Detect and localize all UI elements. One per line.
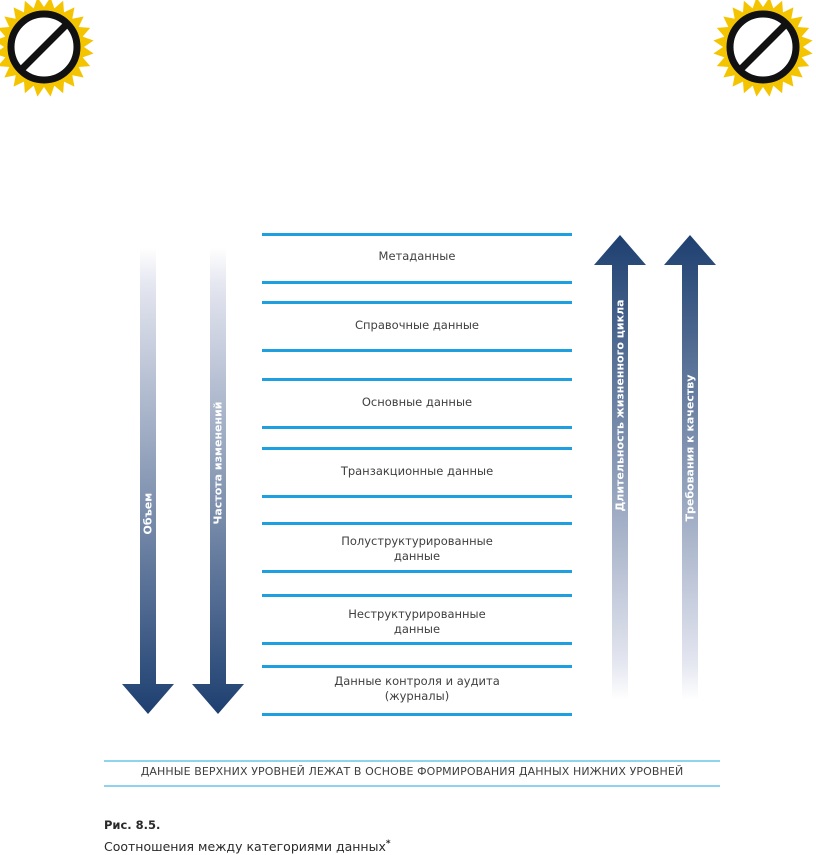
band-label-transactional-data: Транзакционные данные <box>340 464 494 478</box>
band-label-unstructured-data: Неструктурированные данные <box>348 607 486 636</box>
band-divider <box>262 378 572 381</box>
figure-caption-text: Соотношения между категориями данных <box>104 839 386 855</box>
footer-top-rule <box>104 760 720 762</box>
band-divider <box>262 447 572 450</box>
change-rate-arrow-label: Частота изменений <box>211 401 225 525</box>
band-divider <box>262 665 572 668</box>
figure-number: Рис. 8.5. <box>104 818 161 832</box>
figure-caption <box>104 839 391 854</box>
band-divider <box>262 522 572 525</box>
band-divider <box>262 233 572 236</box>
volume-arrow-label: Объем <box>141 492 155 535</box>
footer-bottom-rule <box>104 785 720 787</box>
band-label-reference-data: Справочные данные <box>354 318 480 332</box>
band-divider <box>262 281 572 284</box>
band-label-semistructured-data: Полуструктурированные данные <box>341 534 493 563</box>
figure-caption-mark: * <box>385 839 391 849</box>
footer-statement: ДАННЫЕ ВЕРХНИХ УРОВНЕЙ ЛЕЖАТ В ОСНОВЕ ФОРМИРОВАНИЯ ДАННЫХ НИЖНИХ УРОВНЕЙ <box>140 765 684 778</box>
band-divider <box>262 713 572 716</box>
band-divider <box>262 495 572 498</box>
band-divider <box>262 570 572 573</box>
lifecycle-arrow-label: Длительность жизненного цикла <box>613 299 627 512</box>
band-divider <box>262 426 572 429</box>
band-label-metadata: Метаданные <box>378 249 456 263</box>
volume-arrow <box>122 248 174 714</box>
band-divider <box>262 349 572 352</box>
band-label-audit-data: Данные контроля и аудита (журналы) <box>334 674 500 703</box>
band-divider <box>262 642 572 645</box>
band-divider <box>262 301 572 304</box>
quality-arrow-label: Требования к качеству <box>683 374 697 522</box>
band-label-master-data: Основные данные <box>361 395 473 409</box>
band-divider <box>262 594 572 597</box>
